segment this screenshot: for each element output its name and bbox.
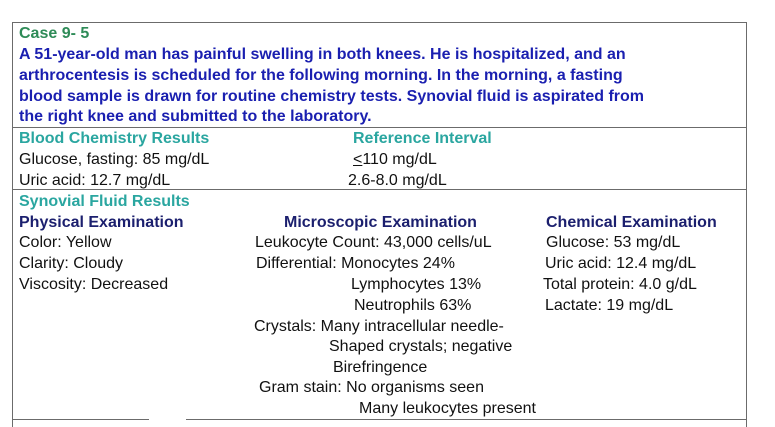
gram-stain-leukocytes: Many leukocytes present — [359, 400, 536, 417]
microscopic-exam-heading: Microscopic Examination — [284, 214, 477, 231]
chemical-glucose: Glucose: 53 mg/dL — [546, 234, 681, 251]
physical-color: Color: Yellow — [19, 234, 112, 251]
glucose-reference-value: 110 mg/dL — [362, 151, 437, 168]
crystals-line: Shaped crystals; negative — [329, 338, 513, 355]
differential-neutrophils: Neutrophils 63% — [354, 297, 472, 314]
divider-after-scenario — [12, 127, 747, 128]
physical-clarity: Clarity: Cloudy — [19, 255, 124, 272]
scenario-line: blood sample is drawn for routine chemistry tests. Synovial fluid is aspirated from — [19, 88, 645, 105]
uric-acid-reference: 2.6-8.0 mg/dL — [348, 172, 447, 189]
chemical-exam-heading: Chemical Examination — [546, 214, 717, 231]
chemical-total-protein: Total protein: 4.0 g/dL — [543, 276, 697, 293]
synovial-fluid-heading: Synovial Fluid Results — [19, 193, 190, 210]
bottom-border-left — [12, 419, 149, 420]
blood-chemistry-heading: Blood Chemistry Results — [19, 130, 210, 147]
scenario-line: A 51-year-old man has painful swelling in both knees. He is hospitalized, and an — [19, 46, 626, 63]
gram-stain: Gram stain: No organisms seen — [259, 379, 484, 396]
differential-lymphocytes: Lymphocytes 13% — [351, 276, 482, 293]
physical-viscosity: Viscosity: Decreased — [19, 276, 169, 293]
blood-uric-acid: Uric acid: 12.7 mg/dL — [19, 172, 171, 189]
crystals-line: Crystals: Many intracellular needle- — [254, 318, 504, 335]
reference-interval-heading: Reference Interval — [353, 130, 492, 147]
blood-glucose: Glucose, fasting: 85 mg/dL — [19, 151, 210, 168]
differential-monocytes: Differential: Monocytes 24% — [256, 255, 455, 272]
chemical-uric-acid: Uric acid: 12.4 mg/dL — [545, 255, 697, 272]
glucose-reference — [353, 150, 437, 170]
physical-exam-heading: Physical Examination — [19, 214, 184, 231]
bottom-border-right — [186, 419, 747, 420]
less-than-or-equal-symbol: < — [353, 151, 363, 168]
case-title: Case 9- 5 — [19, 25, 90, 42]
leukocyte-count: Leukocyte Count: 43,000 cells/uL — [255, 234, 492, 251]
scenario-line: the right knee and submitted to the laboratory. — [19, 108, 372, 125]
crystals-line: Birefringence — [333, 359, 428, 376]
scenario-line: arthrocentesis is scheduled for the following morning. In the morning, a fasting — [19, 67, 623, 84]
chemical-lactate: Lactate: 19 mg/dL — [545, 297, 674, 314]
